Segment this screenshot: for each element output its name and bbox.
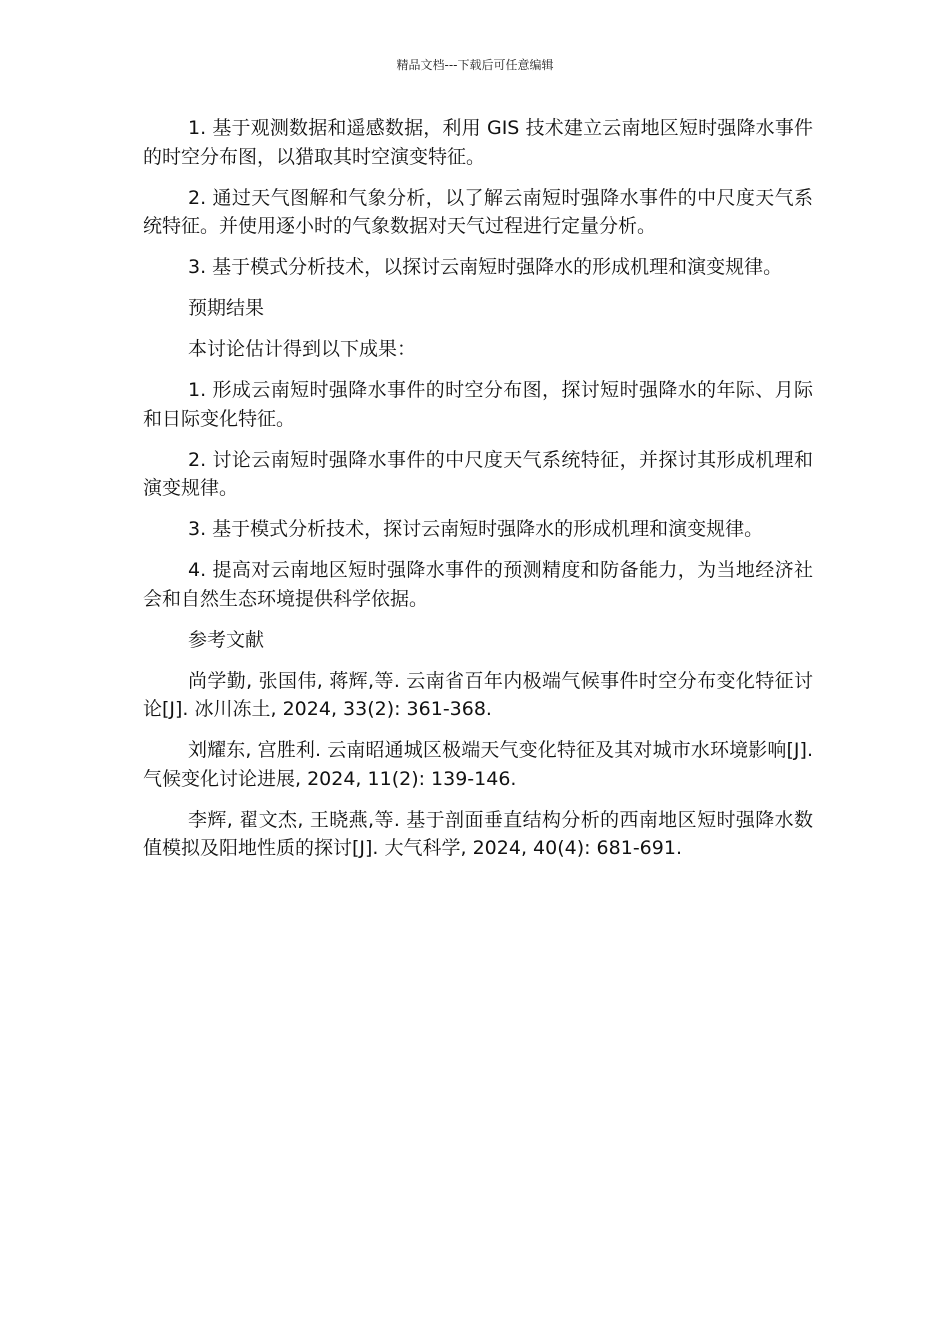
method-item-3: 3. 基于模式分析技术，以探讨云南短时强降水的形成机理和演变规律。	[188, 256, 783, 278]
document-body	[143, 114, 813, 875]
method-item-2: 2. 通过天气图解和气象分析，以了解云南短时强降水事件的中尺度天气系统特征。并使用逐小时的气象数据对天气过程进行定量分析。	[143, 186, 813, 237]
result-item-3: 3. 基于模式分析技术，探讨云南短时强降水的形成机理和演变规律。	[188, 518, 764, 540]
section-heading-references: 参考文献	[188, 628, 265, 651]
reference-2: 刘耀东, 宫胜利. 云南昭通城区极端天气变化特征及其对城市水环境影响[J]. 气候变化讨论进展, 2024, 11(2): 139-146.	[143, 739, 813, 790]
section-heading-expected-results: 预期结果	[188, 297, 265, 319]
page-header: 精品文档---下载后可任意编辑	[396, 58, 554, 72]
result-item-2: 2. 讨论云南短时强降水事件的中尺度天气系统特征，并探讨其形成机理和演变规律。	[143, 448, 813, 499]
result-item-1: 1. 形成云南短时强降水事件的时空分布图，探讨短时强降水的年际、月际和日际变化特征。	[143, 379, 813, 430]
method-item-1: 1. 基于观测数据和遥感数据，利用 GIS 技术建立云南地区短时强降水事件的时空分布图，以猎取其时空演变特征。	[143, 117, 813, 168]
reference-1: 尚学勤, 张国伟, 蒋辉,等. 云南省百年内极端气候事件时空分布变化特征讨论[J]. 冰川冻土, 2024, 33(2): 361-368.	[143, 669, 813, 720]
result-item-4: 4. 提高对云南地区短时强降水事件的预测精度和防备能力，为当地经济社会和自然生态环境提供科学依据。	[143, 559, 813, 610]
reference-3: 李辉, 翟文杰, 王晓燕,等. 基于剖面垂直结构分析的西南地区短时强降水数值模拟及阳地性质的探讨[J]. 大气科学, 2024, 40(4): 681-691.	[143, 808, 813, 859]
results-intro: 本讨论估计得到以下成果：	[188, 338, 417, 360]
